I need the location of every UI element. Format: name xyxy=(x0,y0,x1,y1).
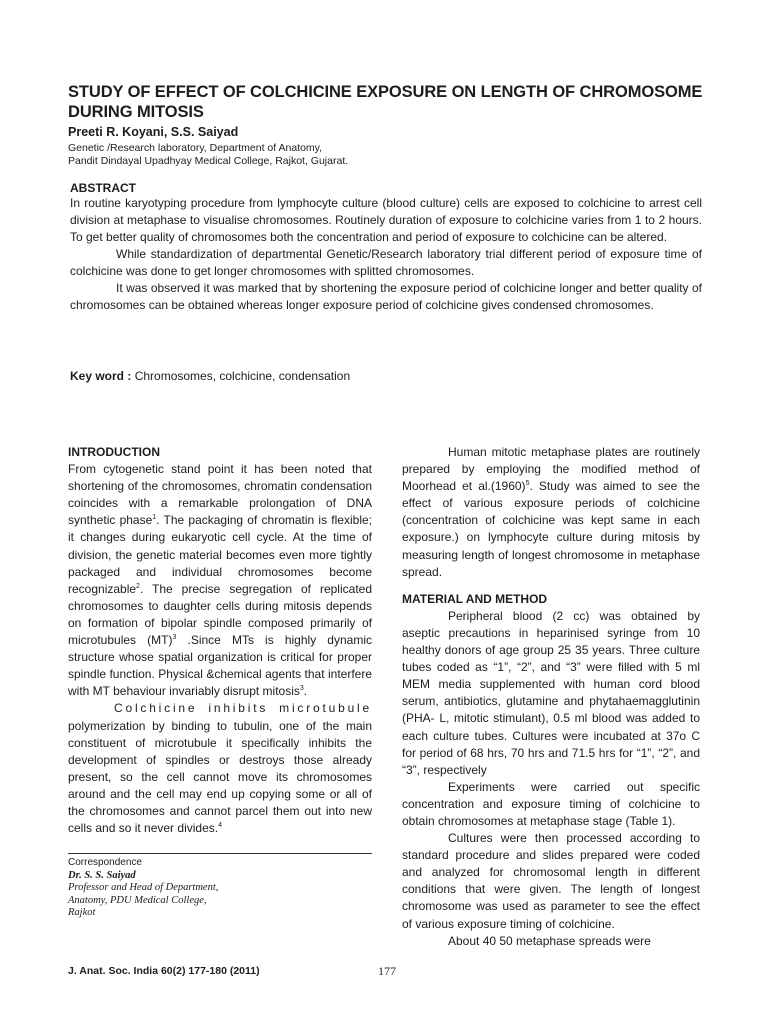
affiliation-line: Pandit Dindayal Upadhyay Medical College, Rajkot, Gujarat. xyxy=(68,155,349,167)
paper-title: STUDY OF EFFECT OF COLCHICINE EXPOSURE ON LENGTH OF CHROMOSOME DURING MITOSIS xyxy=(68,83,703,121)
text-run: .Since MTs is highly dynamic structure whose spatial organization is critical for proper spindle function. Physical &chemical agents that interfere with MT behaviour invariably disrupt mitosis xyxy=(68,633,372,699)
introduction-heading: INTRODUCTION xyxy=(68,445,160,459)
citation-ref: 2 xyxy=(136,582,140,590)
abstract-heading: ABSTRACT xyxy=(70,181,136,195)
citation-ref: 4 xyxy=(218,822,222,830)
correspondence-line: Anatomy, PDU Medical College, xyxy=(68,894,207,906)
page-number: 177 xyxy=(378,964,396,978)
abstract-paragraph: It was observed it was marked that by shortening the exposure period of colchicine longer and better quality of chromosomes can be obtained whereas longer exposure period of colchicine gives condensed chromosomes. xyxy=(70,281,702,312)
introduction-paragraph xyxy=(68,700,372,837)
text-run: Human mitotic metaphase plates are routinely prepared by employing the modified method of Moorhead et al.(1960) xyxy=(402,445,700,494)
text-run: polymerization by binding to tubulin, one of the main constituent of microtubule it specifically inhibits the development of spindles or destroys those already present, so the cell cannot move its chromosomes around and the cell may end up copying some or all of the chromosomes and cannot parcel them out into new cells and so it never divides. xyxy=(68,718,372,836)
affiliation-line: Genetic /Research laboratory, Department of Anatomy, xyxy=(68,142,323,154)
correspondence-label: Correspondence xyxy=(68,857,142,868)
abstract-paragraph: In routine karyotyping procedure from lymphocyte culture (blood culture) cells are exposed to colchicine to arrest cell division at metaphase to visualise chromosomes. Routinely duration of exposure to colchicine varies from 1 to 2 hours. To get better quality of chromosomes both the concentration and period of exposure to colchicine can be altered. xyxy=(70,196,702,244)
correspondence-block xyxy=(68,857,372,920)
intro-continued-paragraph xyxy=(402,444,700,581)
affiliation xyxy=(68,142,668,168)
keywords xyxy=(70,369,350,383)
text-run: . The precise segregation of replicated chromosomes to daughter cells during mitosis depends on formation of bipolar spindle composed primarily of microtubules (MT) xyxy=(68,581,372,648)
text-run: Colchicine inhibits microtubule xyxy=(114,701,372,716)
keywords-label: Key word : xyxy=(70,369,132,383)
abstract-paragraph: While standardization of departmental Genetic/Research laboratory trial different period of exposure time of colchicine was done to get longer chromosomes with splitted chromosomes. xyxy=(70,247,702,278)
methods-paragraph: Experiments were carried out specific concentration and exposure timing of colchicine to obtain chromosomes at metaphase stage (Table 1). xyxy=(402,779,700,828)
correspondence-name: Dr. S. S. Saiyad xyxy=(68,869,136,881)
left-column xyxy=(68,444,372,837)
text-run: From cytogenetic stand point it has been noted that shortening of the chromosomes, chromatin condensation coincides with a remarkable prolongation of DNA synthetic phase xyxy=(68,462,372,528)
journal-citation: J. Anat. Soc. India 60(2) 177-180 (2011) xyxy=(68,965,260,977)
methods-paragraph: About 40 50 metaphase spreads were xyxy=(448,933,651,948)
correspondence-line: Professor and Head of Department, xyxy=(68,882,219,893)
text-run: . Study was aimed to see the effect of various exposure periods of colchicine (concentration of colchicine was kept same in each exposure.) on lymphocyte culture during mitosis by measuring length of longest chromosome in metaphase spread. xyxy=(402,479,700,579)
abstract-body xyxy=(70,195,702,314)
citation-ref: 1 xyxy=(152,514,157,522)
methods-paragraph: Cultures were then processed according to standard procedure and slides prepared were coded and analyzed for chromosomal length in different conditions that were given. The length of longest chromosome was used as parameter to see the effect of various exposure timing of colchicine. xyxy=(402,831,700,931)
footnote-divider xyxy=(68,853,372,854)
introduction-paragraph xyxy=(68,461,372,700)
methods-heading: MATERIAL AND METHOD xyxy=(402,591,548,606)
citation-ref: 5 xyxy=(525,480,530,488)
citation-ref: 3 xyxy=(172,634,177,642)
methods-paragraph: Peripheral blood (2 cc) was obtained by aseptic precautions in heparinised syringe from 10 healthy donors of age group 25 35 years. Three culture tubes coded as “1”, “2”, and “3” were filled with 5 ml MEM media supplemented with human cord blood serum, antibiotics, glutamine and phytahaemagglutinin (PHA- L, mitotic stimulant), 0.5 ml blood was added to each culture tubes. Cultures were incubated at 37o C for period of 68 hrs, 70 hrs and 71.5 hrs for “1”, “2”, and “3”, respectively xyxy=(402,608,700,777)
text-run: . The packaging of chromatin is flexible; it changes during eukaryotic cell cycle. At the time of division, the genetic material becomes even more tightly packaged and individual chromosomes become recognizable xyxy=(68,513,372,596)
citation-ref: 3 xyxy=(299,685,304,693)
correspondence-line: Rajkot xyxy=(68,907,96,918)
keywords-text: Chromosomes, colchicine, condensation xyxy=(134,369,351,383)
right-column xyxy=(402,444,700,950)
text-run: . xyxy=(303,684,308,699)
author-list: Preeti R. Koyani, S.S. Saiyad xyxy=(68,125,239,139)
